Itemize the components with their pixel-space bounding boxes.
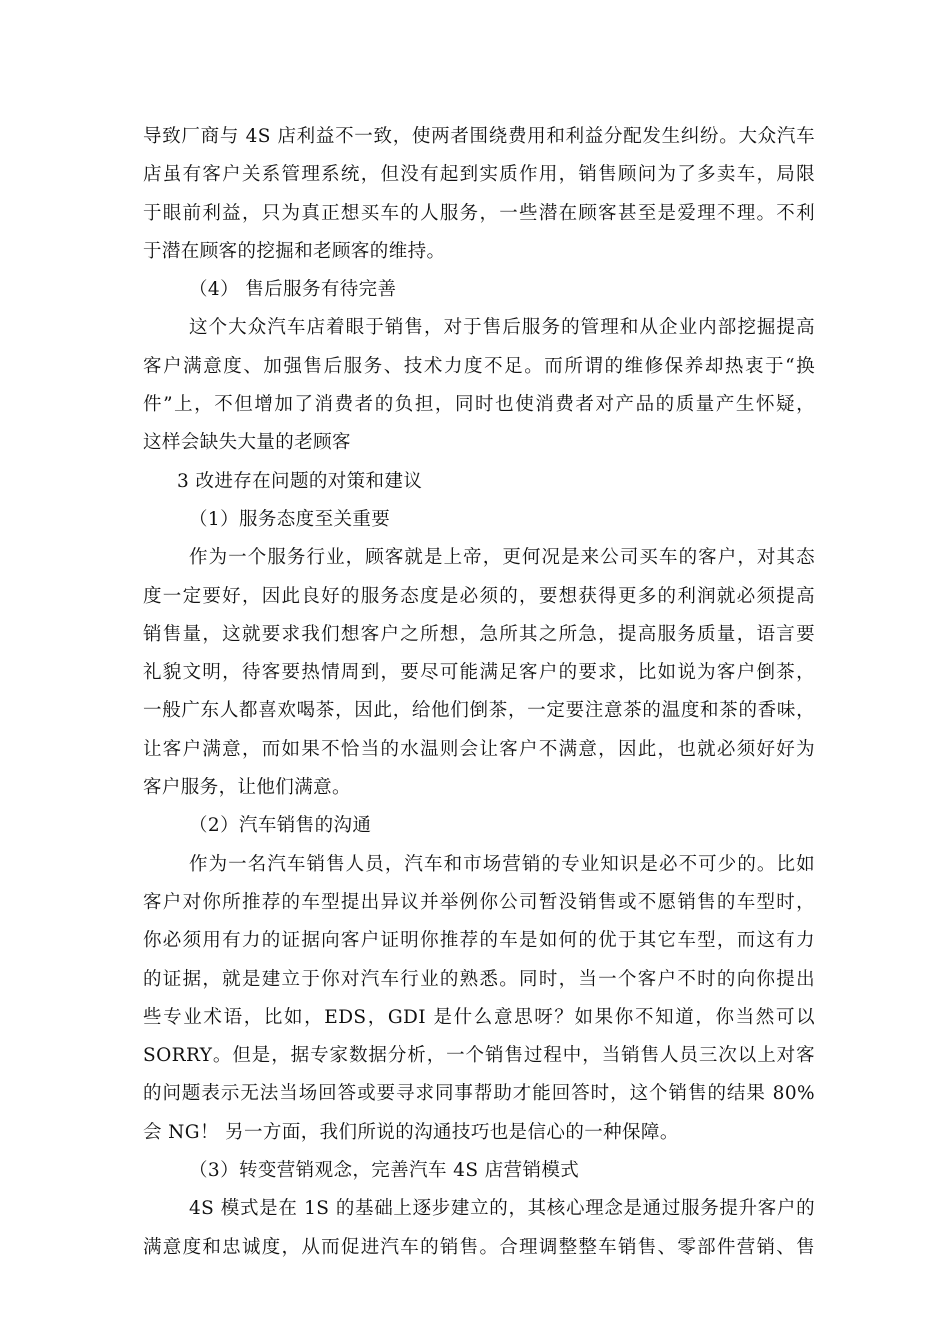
paragraph-line: 作为一个服务行业，顾客就是上帝，更何况是来公司买车的客户，对其态 <box>189 547 815 569</box>
paragraph-line: 店虽有客户关系管理系统，但没有起到实质作用，销售顾问为了多卖车，局限 <box>143 164 815 186</box>
paragraph-line: 4S 模式是在 1S 的基础上逐步建立的，其核心理念是通过服务提升客户的 <box>189 1198 815 1220</box>
paragraph-line: 导致厂商与 4S 店利益不一致，使两者围绕费用和利益分配发生纠纷。大众汽车 <box>143 126 815 147</box>
paragraph-line: 客户服务，让他们满意。 <box>143 777 351 799</box>
paragraph-line: 客户对你所推荐的车型提出异议并举例你公司暂没销售或不愿销售的车型时， <box>143 891 815 913</box>
paragraph-line: 会 NG！ 另一方面，我们所说的沟通技巧也是信心的一种保障。 <box>143 1121 679 1143</box>
subheading-after-sales-service: （4） 售后服务有待完善 <box>189 279 397 301</box>
paragraph-line: 销售量，这就要求我们想客户之所想，急所其之所急，提高服务质量，语言要 <box>143 623 815 645</box>
paragraph-line: 你必须用有力的证据向客户证明你推荐的车是如何的优于其它车型，而这有力 <box>143 930 815 952</box>
paragraph-line: 满意度和忠诚度，从而促进汽车的销售。合理调整整车销售、零部件营销、售 <box>143 1236 815 1258</box>
paragraph-line: 作为一名汽车销售人员，汽车和市场营销的专业知识是必不可少的。比如 <box>189 853 815 875</box>
subheading-sales-communication: （2）汽车销售的沟通 <box>189 815 372 837</box>
paragraph-line: SORRY。但是，据专家数据分析，一个销售过程中，当销售人员三次以上对客 <box>143 1045 815 1067</box>
paragraph-line: 这个大众汽车店着眼于销售，对于售后服务的管理和从企业内部挖掘提高 <box>189 317 815 339</box>
paragraph-line: 礼貌文明，待客要热情周到，要尽可能满足客户的要求，比如说为客户倒茶， <box>143 662 815 684</box>
paragraph-line: 让客户满意，而如果不恰当的水温则会让客户不满意，因此，也就必须好好为 <box>143 738 815 760</box>
document-body <box>143 118 815 1267</box>
paragraph-line: 于潜在顾客的挖掘和老顾客的维持。 <box>143 240 446 262</box>
paragraph-line: 度一定要好，因此良好的服务态度是必须的，要想获得更多的利润就必须提高 <box>143 585 815 607</box>
section-heading-improvement: 3 改进存在问题的对策和建议 <box>177 470 423 492</box>
paragraph-line: 的问题表示无法当场回答或要寻求同事帮助才能回答时，这个销售的结果 80% <box>143 1083 815 1105</box>
paragraph-line: 客户满意度、加强售后服务、技术力度不足。而所谓的维修保养却热衷于“换 <box>143 355 815 377</box>
paragraph-line: 于眼前利益，只为真正想买车的人服务，一些潜在顾客甚至是爱理不理。不利 <box>143 202 815 224</box>
subheading-service-attitude: （1）服务态度至关重要 <box>189 508 391 530</box>
paragraph-line: 这样会缺失大量的老顾客 <box>143 432 351 454</box>
paragraph-line: 的证据，就是建立于你对汽车行业的熟悉。同时，当一个客户不时的向你提出 <box>143 968 815 990</box>
paragraph-line: 些专业术语，比如，EDS，GDI 是什么意思呀？如果你不知道，你当然可以 <box>143 1006 815 1028</box>
subheading-marketing-model: （3）转变营销观念，完善汽车 4S 店营销模式 <box>189 1160 580 1182</box>
paragraph-line: 件”上，不但增加了消费者的负担，同时也使消费者对产品的质量产生怀疑， <box>143 394 815 416</box>
paragraph-line: 一般广东人都喜欢喝茶，因此，给他们倒茶，一定要注意茶的温度和茶的香味， <box>143 700 815 722</box>
